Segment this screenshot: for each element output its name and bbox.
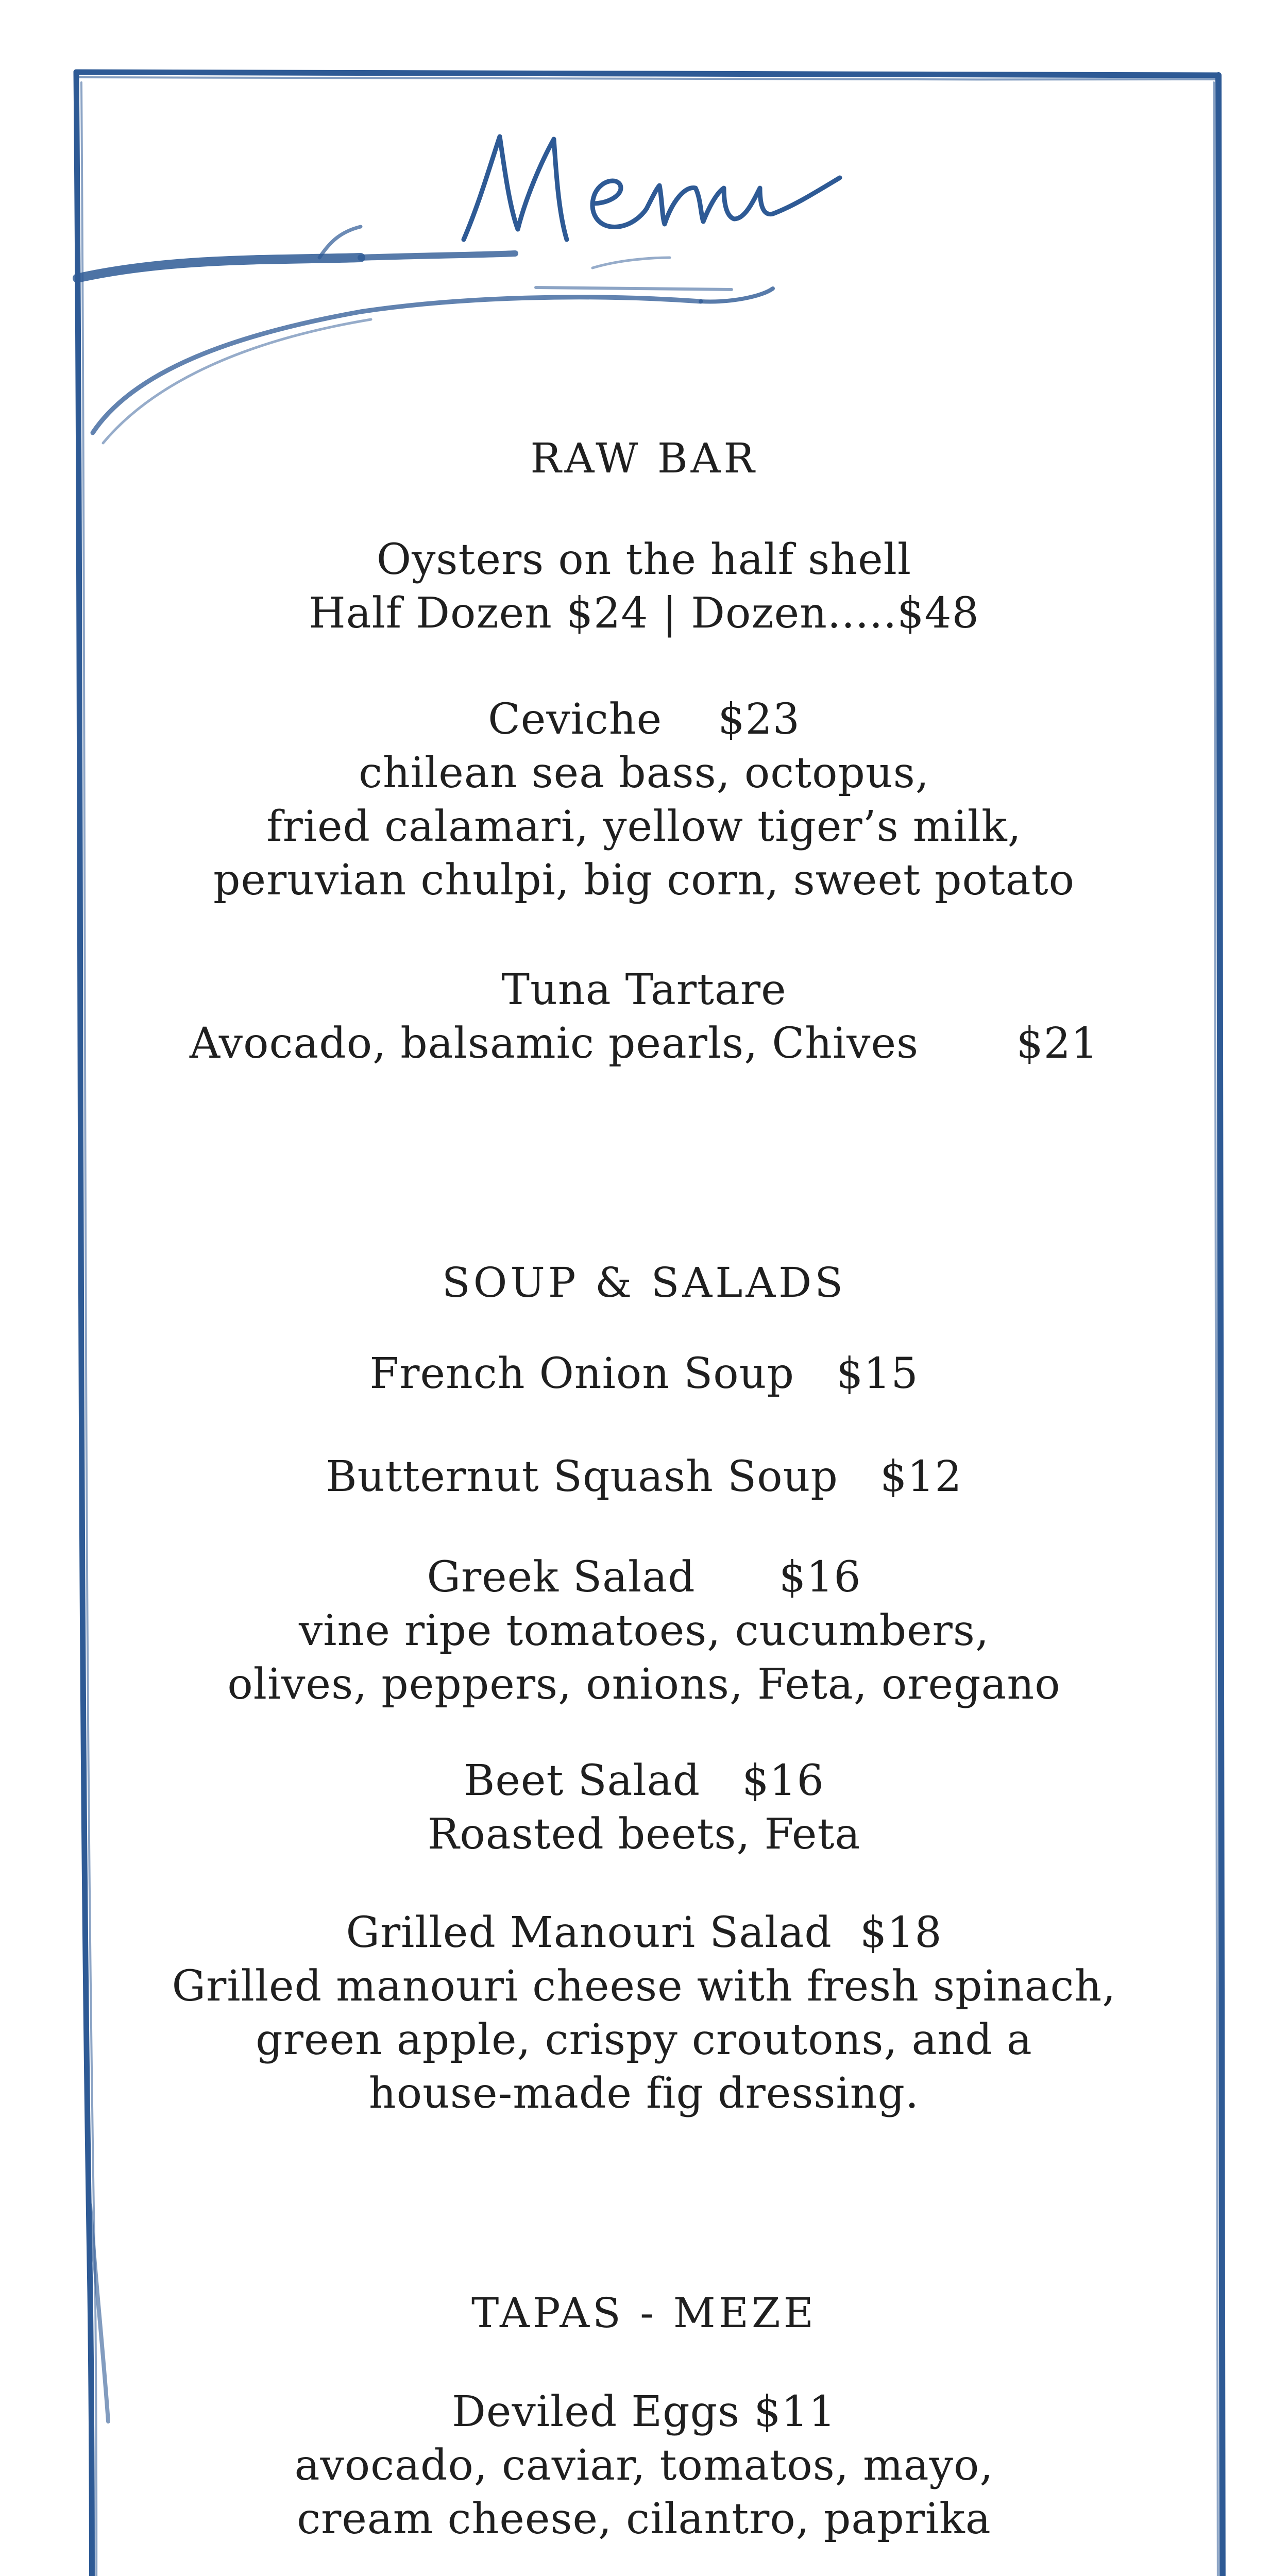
item-name: Oysters on the half shell <box>376 535 912 584</box>
item-price: $18 <box>860 1908 942 1957</box>
section-title-raw-bar: RAW BAR <box>530 434 758 482</box>
item-name: Grilled Manouri Salad <box>346 1908 832 1957</box>
item-description-line: cream cheese, cilantro, paprika <box>297 2495 991 2544</box>
menu-item-oysters <box>124 533 1164 640</box>
item-description-line: chilean sea bass, octopus, <box>359 749 929 798</box>
item-name: Deviled Eggs <box>452 2387 740 2436</box>
menu-item-deviled-eggs <box>124 2385 1164 2546</box>
section-title-tapas-meze: TAPAS - MEZE <box>471 2289 817 2337</box>
item-description-line: house-made fig dressing. <box>368 2069 920 2118</box>
menu-item-ceviche <box>124 693 1164 907</box>
menu-item-tuna-tartare <box>124 963 1164 1071</box>
section-title-soup-salads: SOUP & SALADS <box>442 1259 846 1307</box>
item-description: Roasted beets, Feta <box>427 1810 861 1859</box>
item-name: French Onion Soup <box>369 1349 794 1398</box>
item-prices: Half Dozen $24 | Dozen.....$48 <box>309 589 979 638</box>
item-description-line: fried calamari, yellow tiger’s milk, <box>266 802 1022 851</box>
menu-item-french-onion-soup <box>124 1347 1164 1401</box>
item-name: Butternut Squash Soup <box>326 1452 838 1501</box>
menu-item-greek-salad <box>124 1551 1164 1711</box>
item-description: Avocado, balsamic pearls, Chives <box>189 1019 919 1068</box>
item-price: $12 <box>880 1452 962 1501</box>
item-description-line: avocado, caviar, tomatos, mayo, <box>294 2441 994 2490</box>
item-description-line: vine ripe tomatoes, cucumbers, <box>298 1606 990 1655</box>
item-description-line: peruvian chulpi, big corn, sweet potato <box>213 856 1075 905</box>
item-name: Ceviche <box>488 695 663 744</box>
item-description-line: Grilled manouri cheese with fresh spinach, <box>172 1962 1116 2011</box>
item-name: Beet Salad <box>464 1756 701 1805</box>
item-description-line: olives, peppers, onions, Feta, oregano <box>227 1660 1061 1709</box>
menu-title-logo <box>443 111 866 281</box>
item-name: Greek Salad <box>427 1553 696 1602</box>
item-price: $16 <box>779 1553 861 1602</box>
item-name: Tuna Tartare <box>501 965 787 1014</box>
item-price: $23 <box>718 695 800 744</box>
item-price: $16 <box>742 1756 824 1805</box>
menu-item-beet-salad <box>124 1754 1164 1861</box>
item-description-line: green apple, crispy croutons, and a <box>256 2015 1032 2064</box>
menu-item-butternut-squash-soup <box>124 1450 1164 1504</box>
item-price: $15 <box>836 1349 919 1398</box>
menu-item-grilled-manouri-salad <box>124 1906 1164 2121</box>
item-price: $11 <box>754 2387 836 2436</box>
item-price: $21 <box>1016 1019 1099 1068</box>
